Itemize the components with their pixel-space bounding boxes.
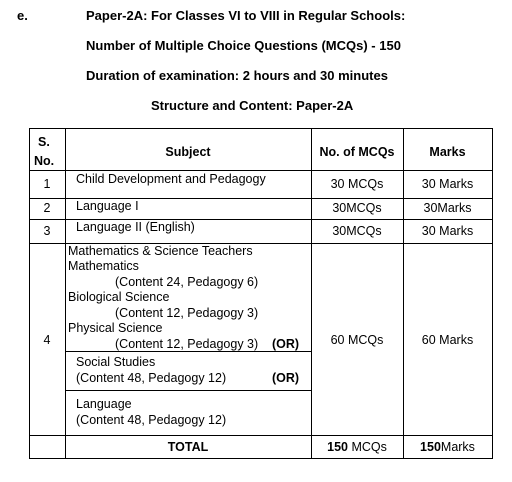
row-divider-4 [29,435,493,436]
row4-language-content: (Content 48, Pedagogy 12) [76,413,227,427]
row3-mcqs: 30MCQs [332,224,382,238]
table-border-bottom [29,458,493,459]
paper-title: Paper-2A: For Classes VI to VIII in Regular Schools: [86,8,406,23]
row1-subject: Child Development and Pedagogy [76,172,266,186]
subject-divider-social [65,351,311,352]
row3-marks: 30 Marks [421,224,474,238]
row2-sno: 2 [43,201,51,215]
total-mcqs-number: 150 [327,440,348,454]
row4-language: Language [76,397,132,411]
row4-sno: 4 [43,333,51,347]
subject-divider-language [65,390,311,391]
or-label-2: (OR) [272,371,300,385]
row3-sno: 3 [43,224,51,238]
structure-title: Structure and Content: Paper-2A [151,98,354,113]
table-border-right [492,128,493,459]
total-mcqs-unit: MCQs [347,440,387,454]
total-marks-number: 150 [420,440,441,454]
row1-mcqs: 30 MCQs [330,177,384,191]
row4-mathematics-content: (Content 24, Pedagogy 6) [115,275,259,289]
row4-marks: 60 Marks [421,333,474,347]
header-sno-line2: No. [34,154,55,168]
exam-duration: Duration of examination: 2 hours and 30 minutes [86,68,388,83]
row1-marks: 30 Marks [421,177,474,191]
row4-mcqs: 60 MCQs [330,333,384,347]
row1-sno: 1 [43,177,51,191]
total-mcqs [311,440,403,454]
row2-mcqs: 30MCQs [332,201,382,215]
table-header-divider [29,170,493,171]
row4-biological-science: Biological Science [68,290,170,304]
total-marks-unit: Marks [440,440,475,454]
row2-subject: Language I [76,199,139,213]
total-marks [403,440,492,454]
row4-mathematics: Mathematics [68,259,139,273]
item-letter: e. [17,8,28,23]
row4-social-content: (Content 48, Pedagogy 12) [76,371,227,385]
col-divider-sno [65,128,66,459]
row4-social-studies: Social Studies [76,355,156,369]
header-marks: Marks [429,145,466,159]
mcq-count: Number of Multiple Choice Questions (MCQs) - 150 [86,38,401,53]
table-border-top [29,128,493,129]
row4-group-title: Mathematics & Science Teachers [68,244,253,258]
row3-subject: Language II (English) [76,220,195,234]
paper-structure-table [29,128,493,459]
total-label: TOTAL [167,440,209,454]
row4-physical-content: (Content 12, Pedagogy 3) [115,337,259,351]
header-mcqs: No. of MCQs [319,145,395,159]
or-label-1: (OR) [272,337,300,351]
row4-biological-content: (Content 12, Pedagogy 3) [115,306,259,320]
row4-physical-science: Physical Science [68,321,163,335]
row2-marks: 30Marks [423,201,472,215]
header-subject: Subject [165,145,211,159]
header-sno-line1: S. [38,135,50,149]
